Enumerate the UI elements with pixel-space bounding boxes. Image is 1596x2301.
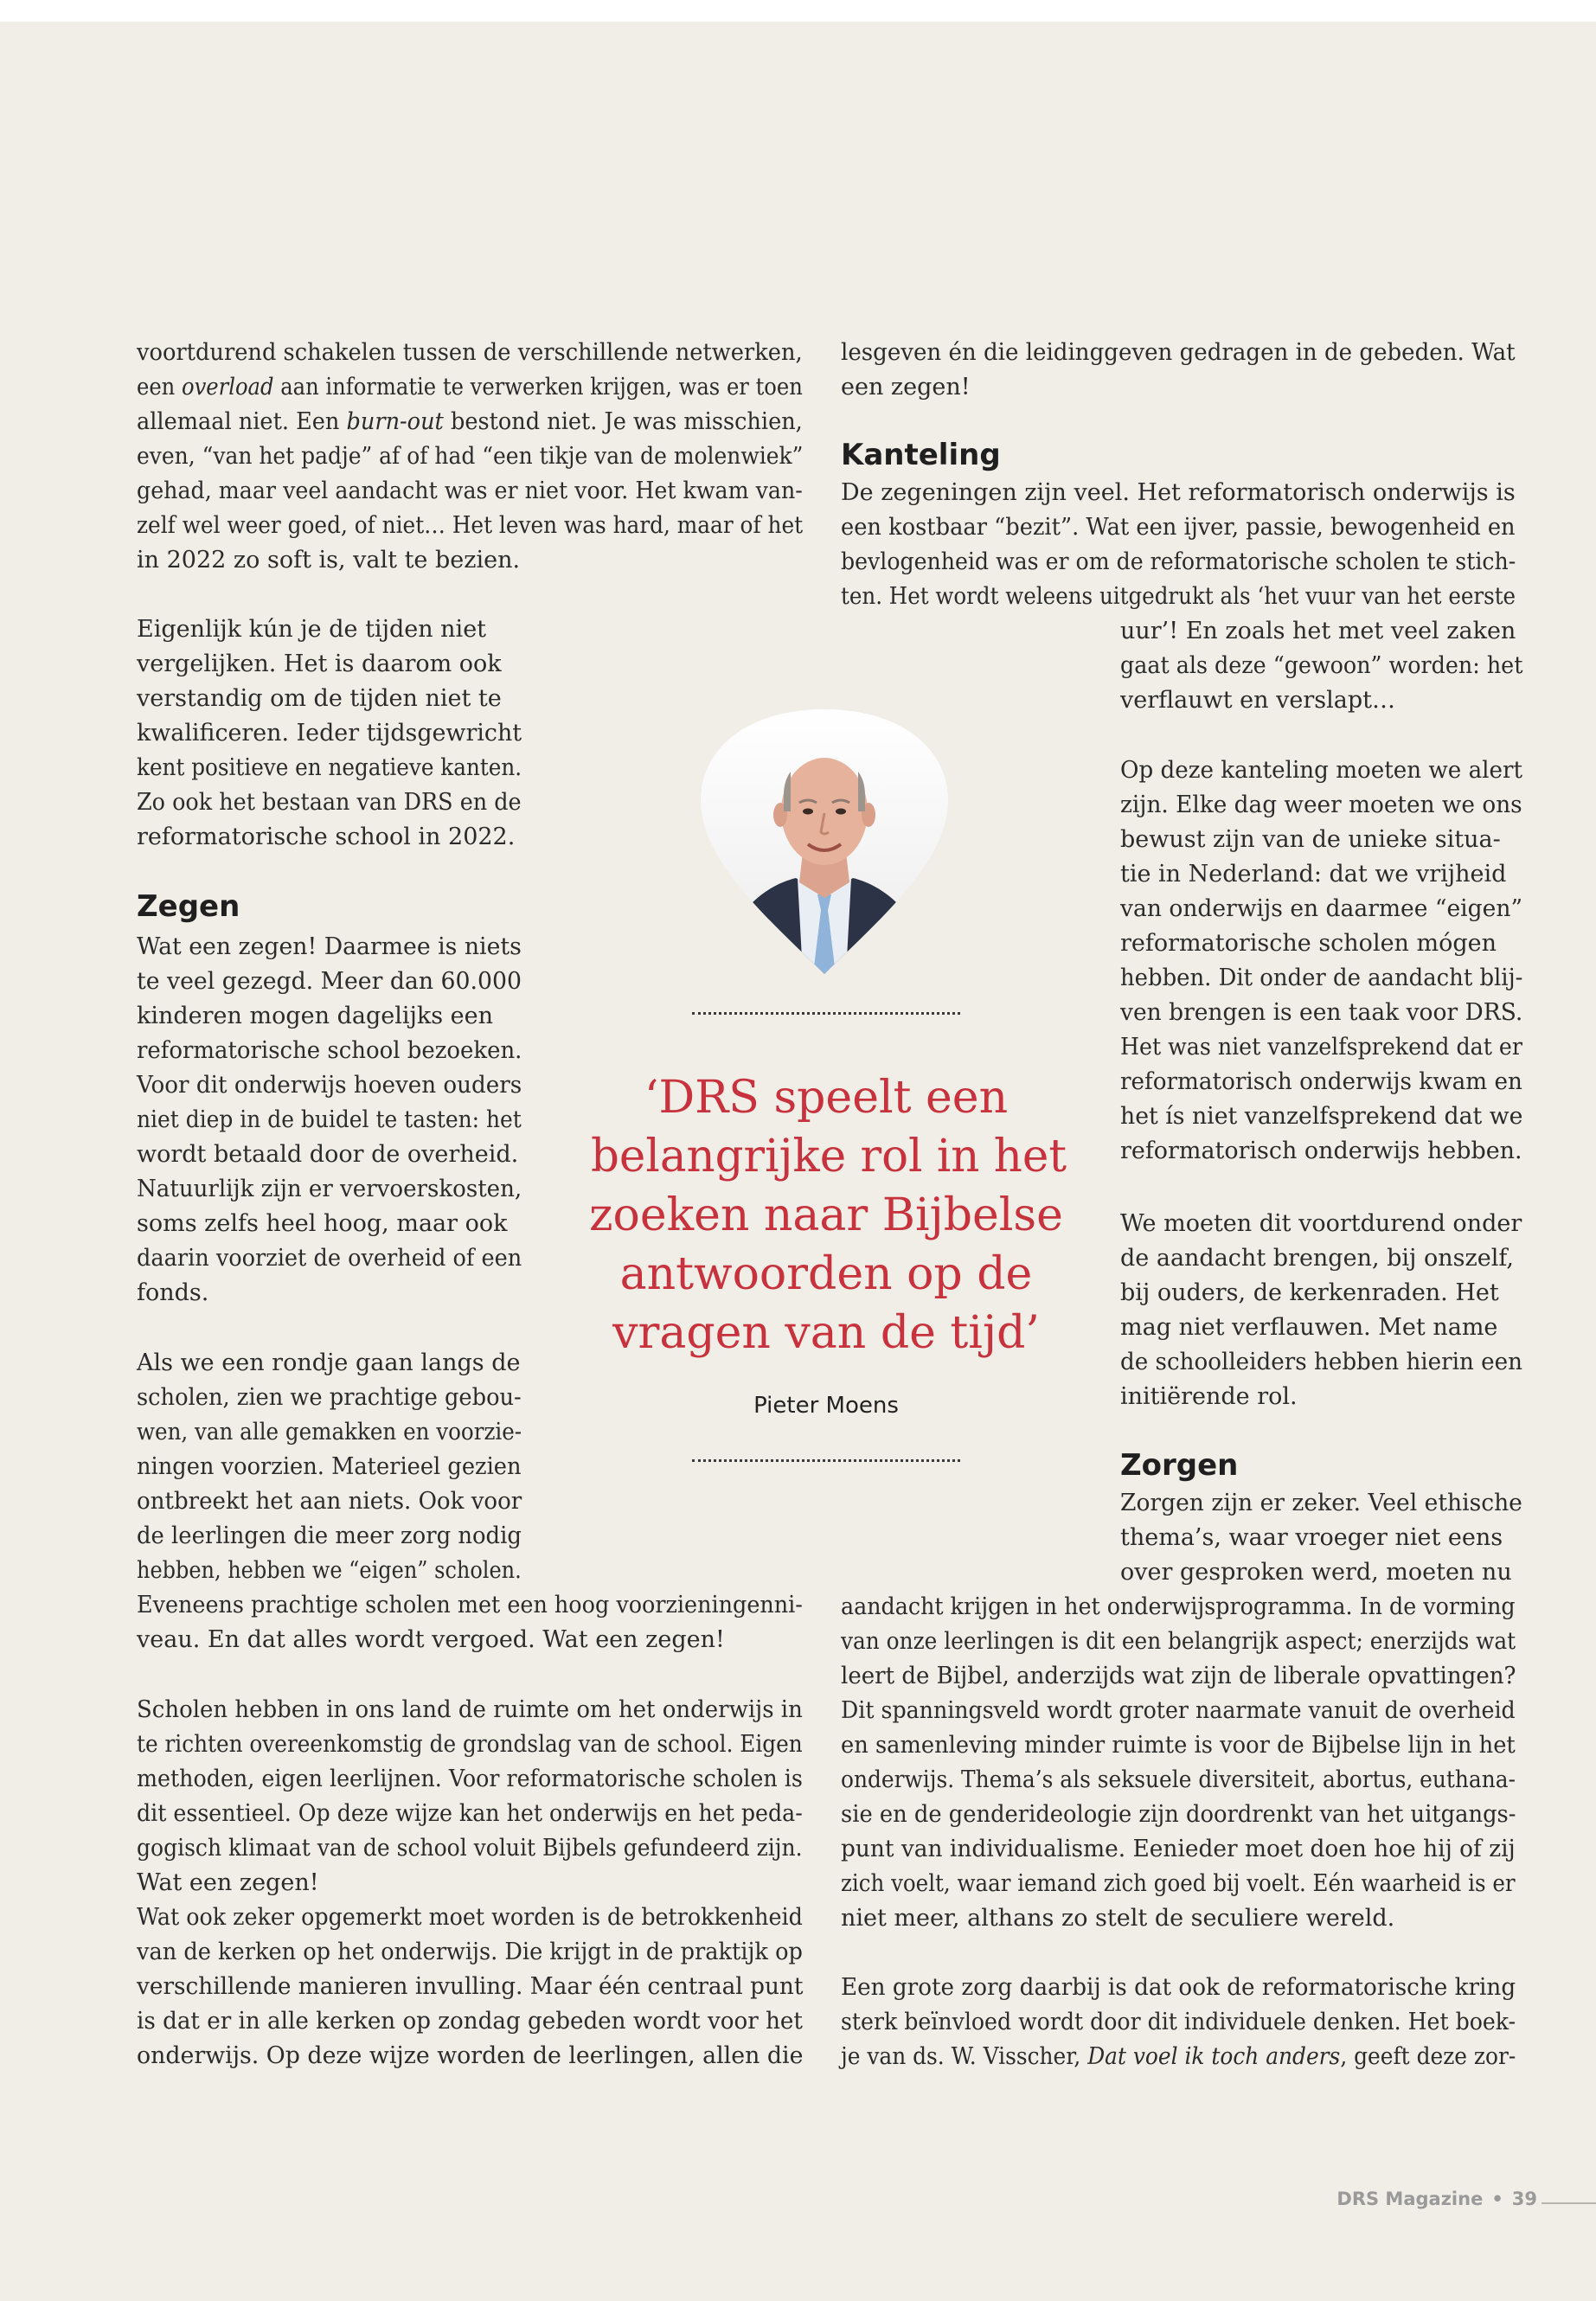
right-para3-line-6: reformatorische scholen mógen xyxy=(1120,930,1497,957)
left-para3-line-3: kinderen mogen dagelijks een xyxy=(137,1003,494,1029)
left-para2-line-1: Eigenlijk kún je de tijden niet xyxy=(137,616,487,643)
right-para3-line-5: van onderwijs en daarmee “eigen” xyxy=(1120,895,1523,922)
left-para2-line-5: kent positieve en negatieve kanten. xyxy=(137,754,522,781)
right-para5-line-3: over gesproken werd, moeten nu xyxy=(1120,1559,1512,1586)
right-para3-line-3: bewust zijn van de unieke situa- xyxy=(1120,826,1501,853)
footer-rule xyxy=(1542,2202,1596,2204)
left-para1-line-6: zelf wel weer goed, of niet… Het leven was hard, maar of het xyxy=(137,512,804,539)
left-para4-line-7: hebben, hebben we “eigen” scholen. xyxy=(137,1557,522,1584)
right-para4-line-4: mag niet verflauwen. Met name xyxy=(1120,1314,1498,1341)
footer-magazine-name: DRS Magazine xyxy=(1336,2189,1484,2209)
left-para1-line-3: allemaal niet. Een burn-out bestond niet. Je was misschien, xyxy=(137,408,803,435)
pull-quote-line-5: vragen van de tijd’ xyxy=(612,1307,1040,1359)
right-para6-line-2: sterk beïnvloed wordt door dit individuele denken. Het boek- xyxy=(841,2009,1516,2035)
left-para3-line-9: soms zelfs heel hoog, maar ook xyxy=(137,1210,508,1237)
right-para5-line-8: en samenleving minder ruimte is voor de Bijbelse lijn in het xyxy=(841,1732,1516,1759)
pull-quote-line-3: zoeken naar Bijbelse xyxy=(589,1189,1063,1241)
left-para3-line-2: te veel gezegd. Meer dan 60.000 xyxy=(137,968,522,995)
left-para1-line-1: voortdurend schakelen tussen de verschillende netwerken, xyxy=(137,339,803,366)
right-para5-line-11: punt van individualisme. Eenieder moet doen hoe hij of zij xyxy=(841,1836,1516,1862)
right-para5-line-2: thema’s, waar vroeger niet eens xyxy=(1120,1524,1503,1551)
right-para1-line-1: lesgeven én die leidinggeven gedragen in de gebeden. Wat xyxy=(841,339,1516,366)
left-para4-line-1: Als we een rondje gaan langs de xyxy=(137,1349,521,1376)
heading-zegen: Zegen xyxy=(137,889,240,924)
left-para3-line-6: niet diep in de buidel te tasten: het xyxy=(137,1106,522,1133)
right-para5-line-7: Dit spanningsveld wordt groter naarmate vanuit de overheid xyxy=(841,1697,1516,1724)
left-para2-line-6: Zo ook het bestaan van DRS en de xyxy=(137,789,522,816)
right-para5-line-6: leert de Bijbel, anderzijds wat zijn de liberale opvattingen? xyxy=(841,1663,1516,1689)
left-para5-line-9: verschillende manieren invulling. Maar één centraal punt xyxy=(137,1973,804,2000)
left-para5-line-5: gogisch klimaat van de school voluit Bijbels gefundeerd zijn. xyxy=(137,1835,803,1862)
left-para5-line-6: Wat een zegen! xyxy=(137,1869,319,1896)
left-para2-line-7: reformatorische school in 2022. xyxy=(137,824,516,850)
heading-kanteling: Kanteling xyxy=(841,438,1001,472)
left-para3-line-8: Natuurlijk zijn er vervoerskosten, xyxy=(137,1176,522,1202)
left-para4-line-8: Eveneens prachtige scholen met een hoog voorzieningenni- xyxy=(137,1592,803,1618)
right-para2-line-7: verflauwt en verslapt… xyxy=(1120,687,1395,714)
left-para1-line-7: in 2022 zo soft is, valt te bezien. xyxy=(137,547,521,574)
quote-divider-top xyxy=(692,1012,960,1015)
left-para2-line-2: vergelijken. Het is daarom ook xyxy=(137,651,502,677)
left-para4-line-9: veau. En dat alles wordt vergoed. Wat een zegen! xyxy=(137,1626,725,1653)
left-para2-line-3: verstandig om de tijden niet te xyxy=(137,685,502,712)
right-para2-line-6: gaat als deze “gewoon” worden: het xyxy=(1120,652,1523,679)
left-para5-line-4: dit essentieel. Op deze wijze kan het onderwijs en het peda- xyxy=(137,1800,803,1827)
left-para5-line-8: van de kerken op het onderwijs. Die krijgt in de praktijk op xyxy=(137,1939,803,1965)
page-footer xyxy=(1336,2189,1537,2209)
right-para2-line-1: De zegeningen zijn veel. Het reformatorisch onderwijs is xyxy=(841,479,1516,506)
right-para5-line-5: van onze leerlingen is dit een belangrijk aspect; enerzijds wat xyxy=(841,1628,1516,1655)
right-para3-line-7: hebben. Dit onder de aandacht blij- xyxy=(1120,965,1523,991)
left-para3-line-1: Wat een zegen! Daarmee is niets xyxy=(137,933,522,960)
left-para5-line-11: onderwijs. Op deze wijze worden de leerlingen, allen die xyxy=(137,2042,804,2069)
left-para4-line-6: de leerlingen die meer zorg nodig xyxy=(137,1522,522,1549)
left-para1-line-2: een overload aan informatie te verwerken krijgen, was er toen xyxy=(137,374,803,401)
right-para4-line-3: bij ouders, de kerkenraden. Het xyxy=(1120,1279,1499,1306)
quote-divider-bottom xyxy=(692,1459,960,1462)
left-para4-line-3: wen, van alle gemakken en voorzie- xyxy=(137,1419,522,1445)
left-para3-line-4: reformatorische school bezoeken. xyxy=(137,1037,522,1064)
right-para2-line-3: bevlogenheid was er om de reformatorische scholen te stich- xyxy=(841,548,1516,575)
right-para6-line-1: Een grote zorg daarbij is dat ook de reformatorische kring xyxy=(841,1974,1516,2001)
right-para5-line-12: zich voelt, waar iemand zich goed bij voelt. Eén waarheid is er xyxy=(841,1870,1516,1897)
left-para5-line-3: methoden, eigen leerlijnen. Voor reformatorische scholen is xyxy=(137,1766,803,1792)
pull-quote-author: Pieter Moens xyxy=(753,1393,899,1419)
pull-quote-line-4: antwoorden op de xyxy=(619,1248,1033,1300)
right-para5-line-13: niet meer, althans zo stelt de seculiere wereld. xyxy=(841,1905,1395,1932)
pull-quote-line-1: ‘DRS speelt een xyxy=(644,1072,1009,1124)
right-para3-line-10: reformatorisch onderwijs kwam en xyxy=(1120,1068,1522,1095)
left-para4-line-5: ontbreekt het aan niets. Ook voor xyxy=(137,1488,522,1515)
right-para3-line-4: tie in Nederland: dat we vrijheid xyxy=(1120,861,1507,888)
left-para3-line-7: wordt betaald door de overheid. xyxy=(137,1141,519,1168)
right-para2-line-4: ten. Het wordt weleens uitgedrukt als ‘het vuur van het eerste xyxy=(841,583,1516,610)
right-para4-line-5: de schoolleiders hebben hierin een xyxy=(1120,1349,1522,1375)
right-para3-line-2: zijn. Elke dag weer moeten we ons xyxy=(1120,792,1522,818)
left-para5-line-1: Scholen hebben in ons land de ruimte om het onderwijs in xyxy=(137,1696,803,1723)
right-para5-line-1: Zorgen zijn er zeker. Veel ethische xyxy=(1120,1490,1522,1516)
left-para1-line-5: gehad, maar veel aandacht was er niet voor. Het kwam van- xyxy=(137,478,803,504)
page-number: 39 xyxy=(1511,2189,1537,2209)
pull-quote xyxy=(588,1068,1067,1362)
right-para4-line-1: We moeten dit voortdurend onder xyxy=(1120,1210,1522,1237)
left-para3-line-11: fonds. xyxy=(137,1279,209,1306)
left-para4-line-4: ningen voorzien. Materieel gezien xyxy=(137,1453,522,1480)
right-para3-line-9: Het was niet vanzelfsprekend dat er xyxy=(1120,1034,1522,1061)
right-para4-line-2: de aandacht brengen, bij onszelf, xyxy=(1120,1245,1514,1272)
right-para5-line-10: sie en de genderideologie zijn doordrenkt van het uitgangs- xyxy=(841,1801,1516,1828)
right-para3-line-8: ven brengen is een taak voor DRS. xyxy=(1120,999,1523,1026)
author-portrait xyxy=(701,709,948,974)
left-para1-line-4: even, “van het padje” af of had “een tikje van de molenwiek” xyxy=(137,443,804,470)
right-para5-line-9: onderwijs. Thema’s als seksuele diversiteit, abortus, euthana- xyxy=(841,1766,1516,1793)
heading-zorgen: Zorgen xyxy=(1120,1448,1239,1483)
left-para4-line-2: scholen, zien we prachtige gebou- xyxy=(137,1384,522,1411)
footer-separator: • xyxy=(1491,2189,1503,2209)
left-para5-line-7: Wat ook zeker opgemerkt moet worden is de betrokkenheid xyxy=(137,1904,803,1931)
left-para5-line-10: is dat er in alle kerken op zondag gebeden wordt voor het xyxy=(137,2008,803,2035)
top-margin-band xyxy=(0,0,1596,22)
left-para3-line-10: daarin voorziet de overheid of een xyxy=(137,1245,522,1272)
pull-quote-line-2: belangrijke rol in het xyxy=(591,1131,1067,1183)
right-para3-line-1: Op deze kanteling moeten we alert xyxy=(1120,757,1523,784)
right-para6-line-3: je van ds. W. Visscher, Dat voel ik toch anders, geeft deze zor- xyxy=(841,2043,1516,2070)
right-para2-line-2: een kostbaar “bezit”. Wat een ijver, passie, bewogenheid en xyxy=(841,514,1516,541)
right-para3-line-11: het ís niet vanzelfsprekend dat we xyxy=(1120,1103,1523,1130)
right-para4-line-6: initiërende rol. xyxy=(1120,1383,1298,1410)
left-para2-line-4: kwalificeren. Ieder tijdsgewricht xyxy=(137,720,522,747)
right-para3-line-12: reformatorisch onderwijs hebben. xyxy=(1120,1138,1522,1164)
right-para1-line-2: een zegen! xyxy=(841,374,971,401)
right-para2-line-5: uur’! En zoals het met veel zaken xyxy=(1120,618,1516,644)
left-para5-line-2: te richten overeenkomstig de grondslag van de school. Eigen xyxy=(137,1731,803,1758)
left-para3-line-5: Voor dit onderwijs hoeven ouders xyxy=(137,1072,522,1099)
right-para5-line-4: aandacht krijgen in het onderwijsprogramma. In de vorming xyxy=(841,1593,1516,1620)
